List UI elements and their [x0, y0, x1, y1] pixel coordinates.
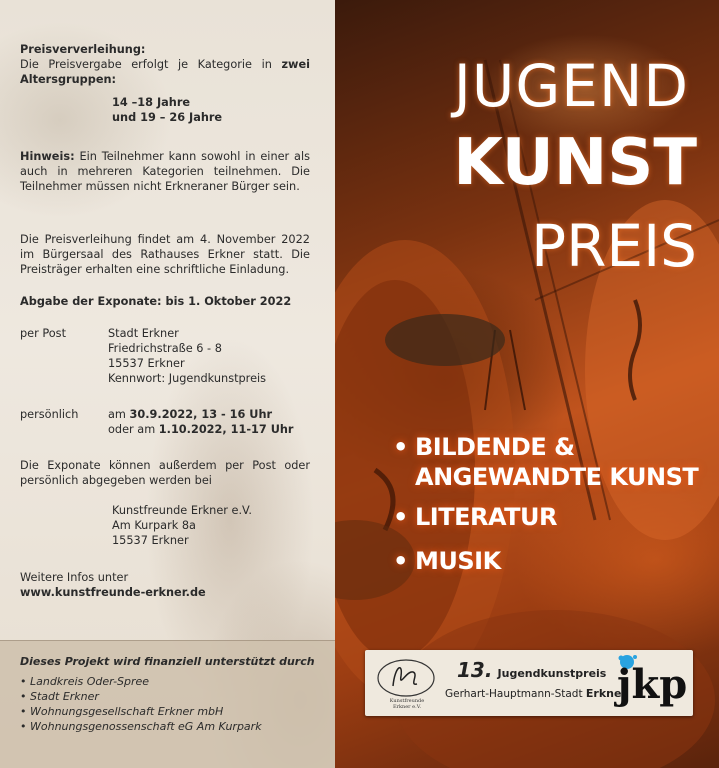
edition-title — [457, 658, 606, 682]
post-line: Kennwort: Jugendkunstpreis — [108, 372, 267, 385]
jkp-text: jkp — [617, 661, 687, 708]
city-label — [445, 687, 627, 700]
deadline: Abgabe der Exponate: bis 1. Oktober 2022 — [20, 295, 292, 308]
also-text: Die Exponate können außerdem per Post oder persönlich abgegeben werden bei — [20, 459, 310, 487]
club-line: Kunstfreunde Erkner e.V. — [112, 504, 252, 517]
title-line-jugend: JUGEND — [453, 52, 689, 120]
more-info-label: Weitere Infos unter — [20, 571, 129, 584]
post-section — [20, 326, 310, 386]
edition-label: Jugendkunstpreis — [497, 667, 607, 680]
age-group-2: und 19 – 26 Jahre — [112, 111, 223, 124]
award-text-bold: zwei Altersgruppen: — [20, 58, 310, 86]
city-prefix: Gerhart-Hauptmann-Stadt — [445, 688, 586, 700]
sponsor-item: • Stadt Erkner — [20, 690, 99, 703]
bullet-icon: • — [393, 547, 409, 575]
more-info — [20, 570, 310, 600]
category-label-line: BILDENDE & — [415, 433, 575, 461]
personal-line-2-date: 1.10.2022, 11-17 Uhr — [158, 423, 294, 436]
award-text-main: Die Preisvergabe erfolgt je Kategorie in — [20, 58, 282, 71]
club-line: Am Kurpark 8a — [112, 519, 196, 532]
category-label: MUSIK — [415, 547, 501, 575]
title-line-preis: PREIS — [531, 212, 697, 280]
personal-times — [108, 407, 310, 437]
hint-section — [20, 149, 310, 194]
post-line: 15537 Erkner — [108, 357, 185, 370]
sponsor-box — [0, 640, 335, 768]
bullet-icon: • — [393, 503, 409, 531]
hint-text: Ein Teilnehmer kann sowohl in einer als auch in mehreren Kategorien teilnehmen. Die Teilnehmer müssen nicht Erkneraner Bürger sein. — [20, 150, 310, 193]
category-item — [393, 432, 713, 492]
post-label: per Post — [20, 327, 66, 340]
bullet-icon: • — [393, 433, 409, 461]
personal-label: persönlich — [20, 408, 79, 421]
category-item — [393, 502, 713, 532]
age-group-1: 14 –18 Jahre — [112, 96, 191, 109]
category-list — [393, 432, 713, 586]
logo-box — [365, 650, 693, 716]
post-line: Stadt Erkner — [108, 327, 179, 340]
category-item — [393, 546, 713, 576]
hint-label: Hinweis: — [20, 150, 75, 163]
category-label — [415, 432, 698, 492]
sponsor-item: • Wohnungsgenossenschaft eG Am Kurpark — [20, 720, 262, 733]
category-label-line: ANGEWANDTE KUNST — [415, 463, 699, 491]
jkp-logo-icon — [613, 652, 687, 714]
city-name: Erkner — [585, 687, 627, 700]
personal-section — [20, 407, 310, 437]
edition-number: 13. — [457, 658, 493, 682]
award-heading: Preisververleihung: — [20, 43, 146, 56]
category-label: LITERATUR — [415, 503, 558, 531]
website-link[interactable]: www.kunstfreunde-erkner.de — [20, 586, 206, 599]
award-text — [20, 57, 310, 87]
kf-caption: Kunstfreunde Erkner e.V. — [389, 698, 425, 710]
sponsor-item: • Wohnungsgesellschaft Erkner mbH — [20, 705, 224, 718]
post-address — [108, 326, 310, 386]
title-line-kunst: KUNST — [453, 126, 697, 200]
club-address — [20, 503, 310, 548]
ceremony-text: Die Preisverleihung findet am 4. November 2022 im Bürgersaal des Rathauses Erkner statt. Die Preisträger erhalten eine schriftliche Einladung. — [20, 233, 310, 276]
sponsor-item: • Landkreis Oder-Spree — [20, 675, 150, 688]
post-line: Friedrichstraße 6 - 8 — [108, 342, 222, 355]
award-section — [20, 42, 310, 125]
personal-line-1: am — [108, 408, 130, 421]
sponsor-title: Dieses Projekt wird finanziell unterstützt durch — [20, 655, 315, 668]
personal-line-2: oder am — [108, 423, 159, 436]
personal-line-1-date: 30.9.2022, 13 - 16 Uhr — [129, 408, 273, 421]
cover-panel — [335, 0, 719, 768]
info-panel — [0, 0, 335, 768]
club-line: 15537 Erkner — [112, 534, 189, 547]
